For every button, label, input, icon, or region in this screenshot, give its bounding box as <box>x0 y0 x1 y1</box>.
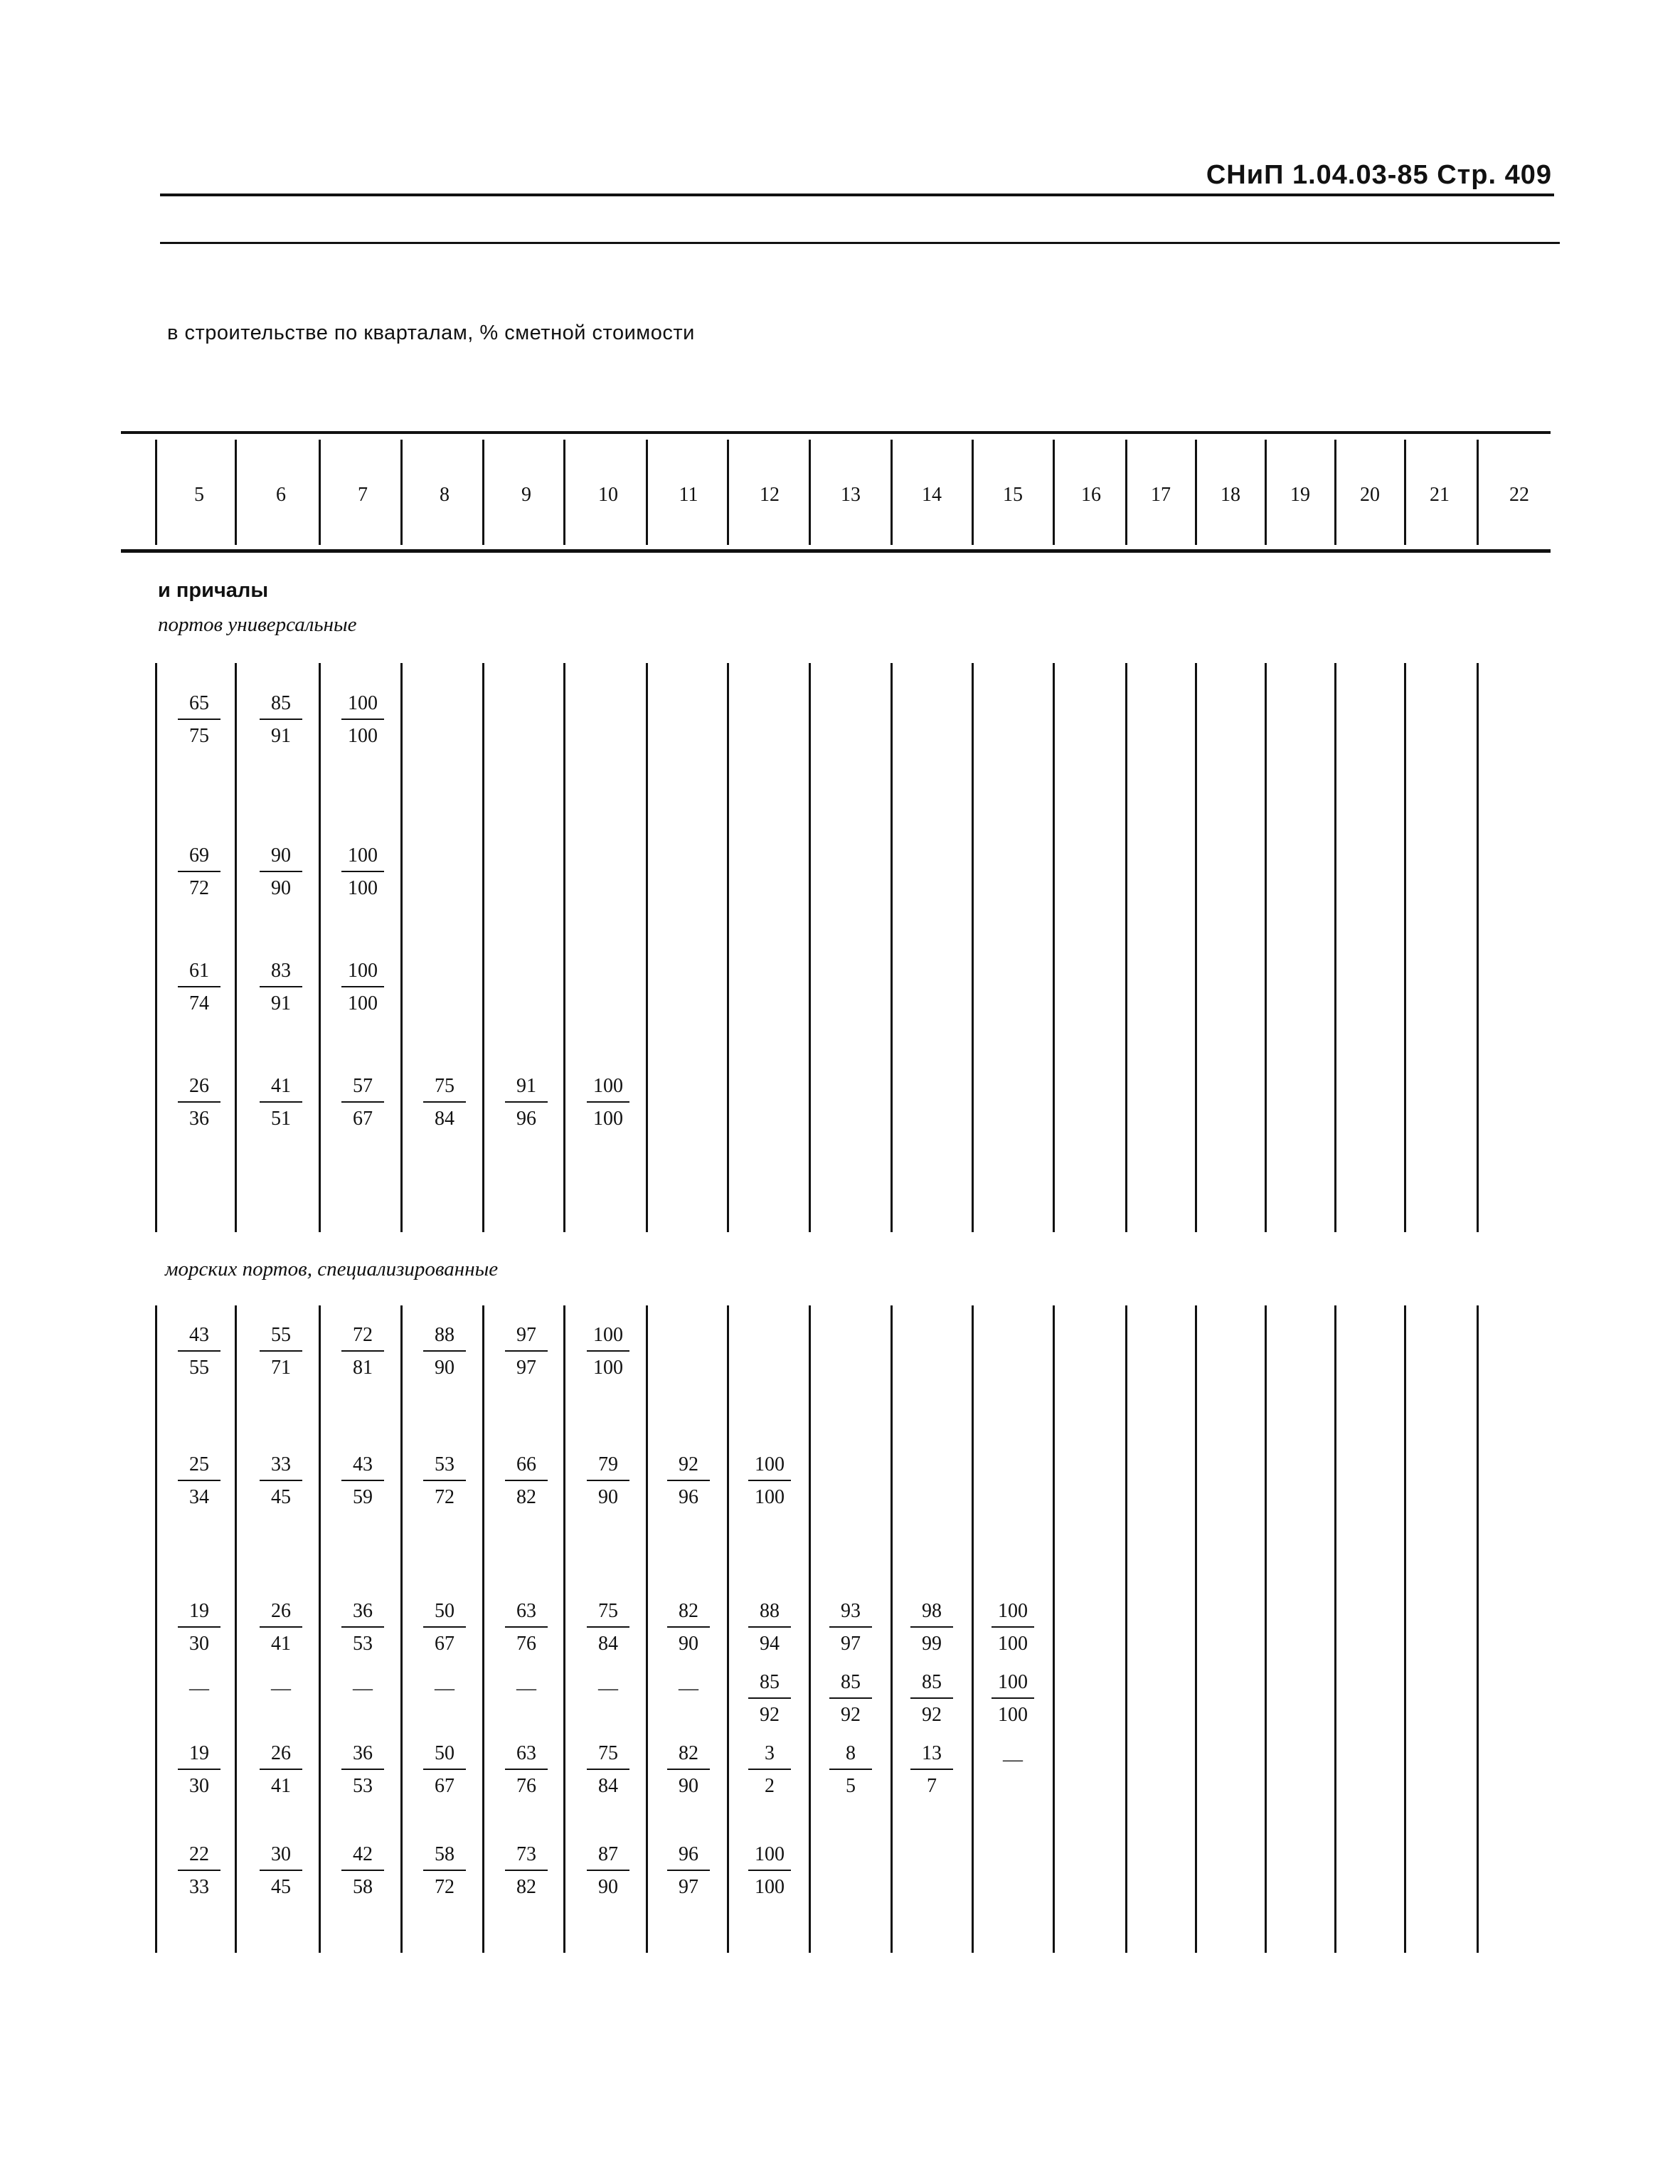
fraction-numerator: 82 <box>667 1740 710 1770</box>
fraction-cell <box>741 1669 798 1729</box>
fraction-cell <box>334 1841 391 1901</box>
fraction-numerator: 83 <box>260 958 302 987</box>
fraction-numerator: 72 <box>341 1322 384 1352</box>
fraction-cell <box>252 1322 309 1382</box>
fraction-numerator: 36 <box>341 1598 384 1628</box>
fraction-denominator: 76 <box>516 1775 536 1797</box>
fraction-numerator: 8 <box>829 1740 872 1770</box>
header-column-rule <box>1265 440 1267 545</box>
header-column-rule <box>972 440 974 545</box>
fraction-numerator: 30 <box>260 1841 302 1871</box>
fraction-denominator: 90 <box>679 1775 698 1797</box>
fraction-numerator: 87 <box>587 1841 629 1871</box>
fraction-cell <box>334 690 391 750</box>
fraction-cell <box>252 690 309 750</box>
header-column-rule <box>890 440 893 545</box>
fraction-numerator: 22 <box>178 1841 220 1871</box>
fraction-cell <box>660 1740 717 1800</box>
fraction-cell <box>498 1451 555 1511</box>
fraction-cell <box>984 1598 1041 1658</box>
section-2-column-rule <box>1404 1305 1406 1953</box>
empty-dash-cell: — <box>189 1677 209 1700</box>
section-1-column-rule <box>1477 663 1479 1232</box>
fraction-cell <box>252 958 309 1017</box>
fraction-cell <box>334 1322 391 1382</box>
fraction-denominator: 5 <box>846 1775 856 1797</box>
fraction-denominator: 91 <box>271 992 291 1014</box>
fraction-numerator: 26 <box>260 1598 302 1628</box>
fraction-numerator: 100 <box>748 1451 791 1481</box>
fraction-denominator: 84 <box>598 1775 618 1797</box>
fraction-denominator: 92 <box>760 1704 780 1726</box>
fraction-cell <box>580 1073 637 1133</box>
fraction-numerator: 79 <box>587 1451 629 1481</box>
fraction-numerator: 3 <box>748 1740 791 1770</box>
fraction-numerator: 69 <box>178 842 220 872</box>
fraction-numerator: 58 <box>423 1841 466 1871</box>
fraction-denominator: 2 <box>765 1775 775 1797</box>
fraction-cell <box>903 1598 960 1658</box>
fraction-cell <box>171 1073 228 1133</box>
section-1-subtitle: портов универсальные <box>158 613 357 636</box>
fraction-cell <box>822 1669 879 1729</box>
fraction-denominator: 100 <box>755 1486 785 1508</box>
page-header: СНиП 1.04.03-85 Стр. 409 <box>1206 160 1552 190</box>
fraction-denominator: 90 <box>598 1486 618 1508</box>
fraction-denominator: 72 <box>435 1876 454 1898</box>
fraction-denominator: 72 <box>435 1486 454 1508</box>
empty-dash-cell: — <box>516 1677 536 1700</box>
fraction-numerator: 63 <box>505 1598 548 1628</box>
section-2-column-rule <box>482 1305 484 1953</box>
fraction-numerator: 100 <box>341 690 384 720</box>
fraction-numerator: 57 <box>341 1073 384 1103</box>
fraction-denominator: 100 <box>593 1108 623 1130</box>
fraction-cell <box>171 1322 228 1382</box>
fraction-cell <box>741 1740 798 1800</box>
fraction-denominator: 82 <box>516 1486 536 1508</box>
fraction-cell <box>416 1841 473 1901</box>
fraction-cell <box>822 1598 879 1658</box>
fraction-denominator: 90 <box>598 1876 618 1898</box>
fraction-numerator: 53 <box>423 1451 466 1481</box>
section-2-column-rule <box>727 1305 729 1953</box>
fraction-numerator: 91 <box>505 1073 548 1103</box>
section-2-column-rule <box>1477 1305 1479 1953</box>
fraction-cell <box>498 1740 555 1800</box>
fraction-numerator: 96 <box>667 1841 710 1871</box>
column-number: 6 <box>276 484 286 506</box>
header-column-rule <box>1477 440 1479 545</box>
fraction-cell <box>580 1740 637 1800</box>
section-2-column-rule <box>646 1305 648 1953</box>
fraction-numerator: 85 <box>260 690 302 720</box>
fraction-cell <box>334 1073 391 1133</box>
fraction-cell <box>171 1841 228 1901</box>
fraction-denominator: 96 <box>679 1486 698 1508</box>
fraction-cell <box>984 1669 1041 1729</box>
header-rule-bottom <box>160 242 1560 244</box>
fraction-denominator: 51 <box>271 1108 291 1130</box>
section-2-subtitle: морских портов, специализированные <box>165 1258 499 1281</box>
header-column-rule <box>235 440 237 545</box>
fraction-denominator: 92 <box>841 1704 861 1726</box>
fraction-numerator: 75 <box>423 1073 466 1103</box>
fraction-denominator: 100 <box>593 1357 623 1379</box>
fraction-cell <box>334 958 391 1017</box>
section-1-column-rule <box>482 663 484 1232</box>
fraction-cell <box>171 1740 228 1800</box>
fraction-numerator: 82 <box>667 1598 710 1628</box>
fraction-cell <box>741 1451 798 1511</box>
fraction-numerator: 100 <box>587 1073 629 1103</box>
fraction-denominator: 53 <box>353 1633 373 1655</box>
column-number: 20 <box>1360 484 1380 506</box>
fraction-cell <box>580 1322 637 1382</box>
fraction-denominator: 99 <box>922 1633 942 1655</box>
fraction-denominator: 45 <box>271 1876 291 1898</box>
fraction-cell <box>171 690 228 750</box>
fraction-cell <box>334 1598 391 1658</box>
fraction-cell <box>416 1598 473 1658</box>
column-number: 21 <box>1430 484 1450 506</box>
fraction-numerator: 26 <box>260 1740 302 1770</box>
fraction-denominator: 90 <box>679 1633 698 1655</box>
header-column-rule <box>400 440 403 545</box>
header-column-rule <box>482 440 484 545</box>
column-number: 11 <box>679 484 698 506</box>
fraction-numerator: 100 <box>991 1669 1034 1699</box>
fraction-numerator: 36 <box>341 1740 384 1770</box>
section-1-column-rule <box>972 663 974 1232</box>
column-number: 8 <box>440 484 450 506</box>
fraction-numerator: 63 <box>505 1740 548 1770</box>
column-number: 14 <box>922 484 942 506</box>
fraction-cell <box>416 1322 473 1382</box>
empty-dash-cell: — <box>271 1677 291 1700</box>
fraction-denominator: 100 <box>998 1704 1028 1726</box>
fraction-cell <box>498 1073 555 1133</box>
fraction-numerator: 75 <box>587 1598 629 1628</box>
fraction-denominator: 90 <box>271 877 291 899</box>
fraction-denominator: 33 <box>189 1876 209 1898</box>
fraction-cell <box>171 1598 228 1658</box>
section-1-column-rule <box>1195 663 1197 1232</box>
fraction-numerator: 73 <box>505 1841 548 1871</box>
fraction-cell <box>252 1073 309 1133</box>
column-number: 15 <box>1003 484 1023 506</box>
fraction-cell <box>334 1451 391 1511</box>
header-column-rule <box>646 440 648 545</box>
fraction-denominator: 76 <box>516 1633 536 1655</box>
fraction-denominator: 74 <box>189 992 209 1014</box>
section-1-column-rule <box>727 663 729 1232</box>
column-number: 12 <box>760 484 780 506</box>
section-2-column-rule <box>1125 1305 1127 1953</box>
fraction-denominator: 90 <box>435 1357 454 1379</box>
fraction-numerator: 33 <box>260 1451 302 1481</box>
fraction-numerator: 93 <box>829 1598 872 1628</box>
fraction-numerator: 61 <box>178 958 220 987</box>
fraction-cell <box>580 1451 637 1511</box>
fraction-denominator: 92 <box>922 1704 942 1726</box>
section-1-column-rule <box>155 663 157 1232</box>
fraction-denominator: 67 <box>435 1775 454 1797</box>
fraction-numerator: 19 <box>178 1740 220 1770</box>
fraction-denominator: 96 <box>516 1108 536 1130</box>
column-number: 22 <box>1509 484 1529 506</box>
fraction-denominator: 100 <box>998 1633 1028 1655</box>
fraction-denominator: 84 <box>598 1633 618 1655</box>
header-column-rule <box>1195 440 1197 545</box>
fraction-numerator: 19 <box>178 1598 220 1628</box>
header-column-rule <box>155 440 157 545</box>
fraction-numerator: 97 <box>505 1322 548 1352</box>
fraction-numerator: 88 <box>748 1598 791 1628</box>
section-2-column-rule <box>972 1305 974 1953</box>
column-number: 7 <box>358 484 368 506</box>
column-number: 18 <box>1221 484 1240 506</box>
fraction-numerator: 66 <box>505 1451 548 1481</box>
fraction-cell <box>334 1740 391 1800</box>
fraction-denominator: 81 <box>353 1357 373 1379</box>
column-number: 13 <box>841 484 861 506</box>
fraction-numerator: 41 <box>260 1073 302 1103</box>
fraction-cell <box>334 842 391 902</box>
fraction-cell <box>171 958 228 1017</box>
section-1-column-rule <box>1334 663 1336 1232</box>
table-rule-top <box>121 431 1551 434</box>
section-1-column-rule <box>319 663 321 1232</box>
fraction-cell <box>741 1841 798 1901</box>
fraction-cell <box>416 1451 473 1511</box>
section-1-column-rule <box>1404 663 1406 1232</box>
fraction-cell <box>252 1451 309 1511</box>
fraction-cell <box>580 1841 637 1901</box>
fraction-cell <box>498 1598 555 1658</box>
fraction-denominator: 34 <box>189 1486 209 1508</box>
fraction-cell <box>903 1740 960 1800</box>
section-1-column-rule <box>809 663 811 1232</box>
fraction-cell <box>822 1740 879 1800</box>
header-column-rule <box>1334 440 1336 545</box>
column-number: 17 <box>1151 484 1171 506</box>
header-column-rule <box>1404 440 1406 545</box>
fraction-numerator: 100 <box>748 1841 791 1871</box>
section-2-column-rule <box>563 1305 565 1953</box>
fraction-cell <box>903 1669 960 1729</box>
column-number: 19 <box>1290 484 1310 506</box>
fraction-numerator: 65 <box>178 690 220 720</box>
fraction-numerator: 43 <box>178 1322 220 1352</box>
section-2-column-rule <box>400 1305 403 1953</box>
fraction-denominator: 67 <box>435 1633 454 1655</box>
section-2-column-rule <box>319 1305 321 1953</box>
fraction-numerator: 42 <box>341 1841 384 1871</box>
empty-dash-cell: — <box>598 1677 618 1700</box>
fraction-cell <box>416 1073 473 1133</box>
fraction-numerator: 85 <box>829 1669 872 1699</box>
fraction-cell <box>498 1322 555 1382</box>
fraction-numerator: 98 <box>910 1598 953 1628</box>
fraction-cell <box>252 842 309 902</box>
empty-dash-cell: — <box>435 1677 454 1700</box>
section-2-column-rule <box>809 1305 811 1953</box>
fraction-numerator: 55 <box>260 1322 302 1352</box>
fraction-numerator: 88 <box>423 1322 466 1352</box>
fraction-cell <box>580 1598 637 1658</box>
fraction-denominator: 100 <box>348 725 378 747</box>
fraction-cell <box>660 1841 717 1901</box>
fraction-denominator: 97 <box>679 1876 698 1898</box>
column-number: 9 <box>521 484 531 506</box>
fraction-numerator: 100 <box>991 1598 1034 1628</box>
fraction-cell <box>660 1451 717 1511</box>
fraction-denominator: 41 <box>271 1633 291 1655</box>
column-number: 5 <box>194 484 204 506</box>
fraction-denominator: 72 <box>189 877 209 899</box>
section-2-column-rule <box>1265 1305 1267 1953</box>
fraction-denominator: 59 <box>353 1486 373 1508</box>
fraction-denominator: 97 <box>841 1633 861 1655</box>
header-column-rule <box>727 440 729 545</box>
section-1-column-rule <box>646 663 648 1232</box>
fraction-numerator: 85 <box>748 1669 791 1699</box>
fraction-denominator: 58 <box>353 1876 373 1898</box>
section-1-column-rule <box>1125 663 1127 1232</box>
fraction-denominator: 82 <box>516 1876 536 1898</box>
fraction-denominator: 100 <box>348 992 378 1014</box>
fraction-cell <box>171 1451 228 1511</box>
fraction-denominator: 84 <box>435 1108 454 1130</box>
section-1-column-rule <box>235 663 237 1232</box>
fraction-cell <box>660 1598 717 1658</box>
fraction-cell <box>498 1841 555 1901</box>
header-column-rule <box>319 440 321 545</box>
section-2-column-rule <box>155 1305 157 1953</box>
section-1-column-rule <box>563 663 565 1232</box>
fraction-cell <box>741 1598 798 1658</box>
header-column-rule <box>1125 440 1127 545</box>
fraction-cell <box>252 1841 309 1901</box>
table-rule-bottom <box>121 549 1551 553</box>
fraction-denominator: 30 <box>189 1633 209 1655</box>
column-number: 16 <box>1081 484 1101 506</box>
fraction-numerator: 50 <box>423 1598 466 1628</box>
fraction-denominator: 91 <box>271 725 291 747</box>
fraction-denominator: 71 <box>271 1357 291 1379</box>
fraction-denominator: 67 <box>353 1108 373 1130</box>
fraction-denominator: 75 <box>189 725 209 747</box>
fraction-numerator: 85 <box>910 1669 953 1699</box>
fraction-denominator: 97 <box>516 1357 536 1379</box>
table-subtitle: в строительстве по кварталам, % сметной стоимости <box>167 322 695 344</box>
fraction-denominator: 41 <box>271 1775 291 1797</box>
fraction-numerator: 13 <box>910 1740 953 1770</box>
empty-dash-cell: — <box>353 1677 373 1700</box>
fraction-denominator: 94 <box>760 1633 780 1655</box>
fraction-numerator: 90 <box>260 842 302 872</box>
header-rule-top <box>160 194 1554 196</box>
fraction-numerator: 100 <box>341 958 384 987</box>
header-column-rule <box>809 440 811 545</box>
fraction-numerator: 26 <box>178 1073 220 1103</box>
section-2-column-rule <box>1053 1305 1055 1953</box>
section-2-column-rule <box>1195 1305 1197 1953</box>
fraction-cell <box>252 1598 309 1658</box>
fraction-denominator: 30 <box>189 1775 209 1797</box>
fraction-denominator: 53 <box>353 1775 373 1797</box>
fraction-denominator: 45 <box>271 1486 291 1508</box>
fraction-cell <box>171 842 228 902</box>
fraction-denominator: 36 <box>189 1108 209 1130</box>
section-1-column-rule <box>1265 663 1267 1232</box>
section-1-column-rule <box>1053 663 1055 1232</box>
fraction-cell <box>416 1740 473 1800</box>
fraction-cell <box>252 1740 309 1800</box>
fraction-numerator: 43 <box>341 1451 384 1481</box>
header-column-rule <box>563 440 565 545</box>
fraction-denominator: 100 <box>348 877 378 899</box>
header-column-rule <box>1053 440 1055 545</box>
column-number: 10 <box>598 484 618 506</box>
empty-dash-cell: — <box>1003 1749 1023 1771</box>
empty-dash-cell: — <box>679 1677 698 1700</box>
section-2-column-rule <box>235 1305 237 1953</box>
section-1-column-rule <box>890 663 893 1232</box>
fraction-denominator: 55 <box>189 1357 209 1379</box>
section-1-title: и причалы <box>158 579 269 602</box>
fraction-denominator: 100 <box>755 1876 785 1898</box>
fraction-numerator: 92 <box>667 1451 710 1481</box>
fraction-numerator: 25 <box>178 1451 220 1481</box>
fraction-numerator: 100 <box>587 1322 629 1352</box>
fraction-denominator: 7 <box>927 1775 937 1797</box>
fraction-numerator: 100 <box>341 842 384 872</box>
section-2-column-rule <box>1334 1305 1336 1953</box>
fraction-numerator: 50 <box>423 1740 466 1770</box>
section-1-column-rule <box>400 663 403 1232</box>
fraction-numerator: 75 <box>587 1740 629 1770</box>
section-2-column-rule <box>890 1305 893 1953</box>
